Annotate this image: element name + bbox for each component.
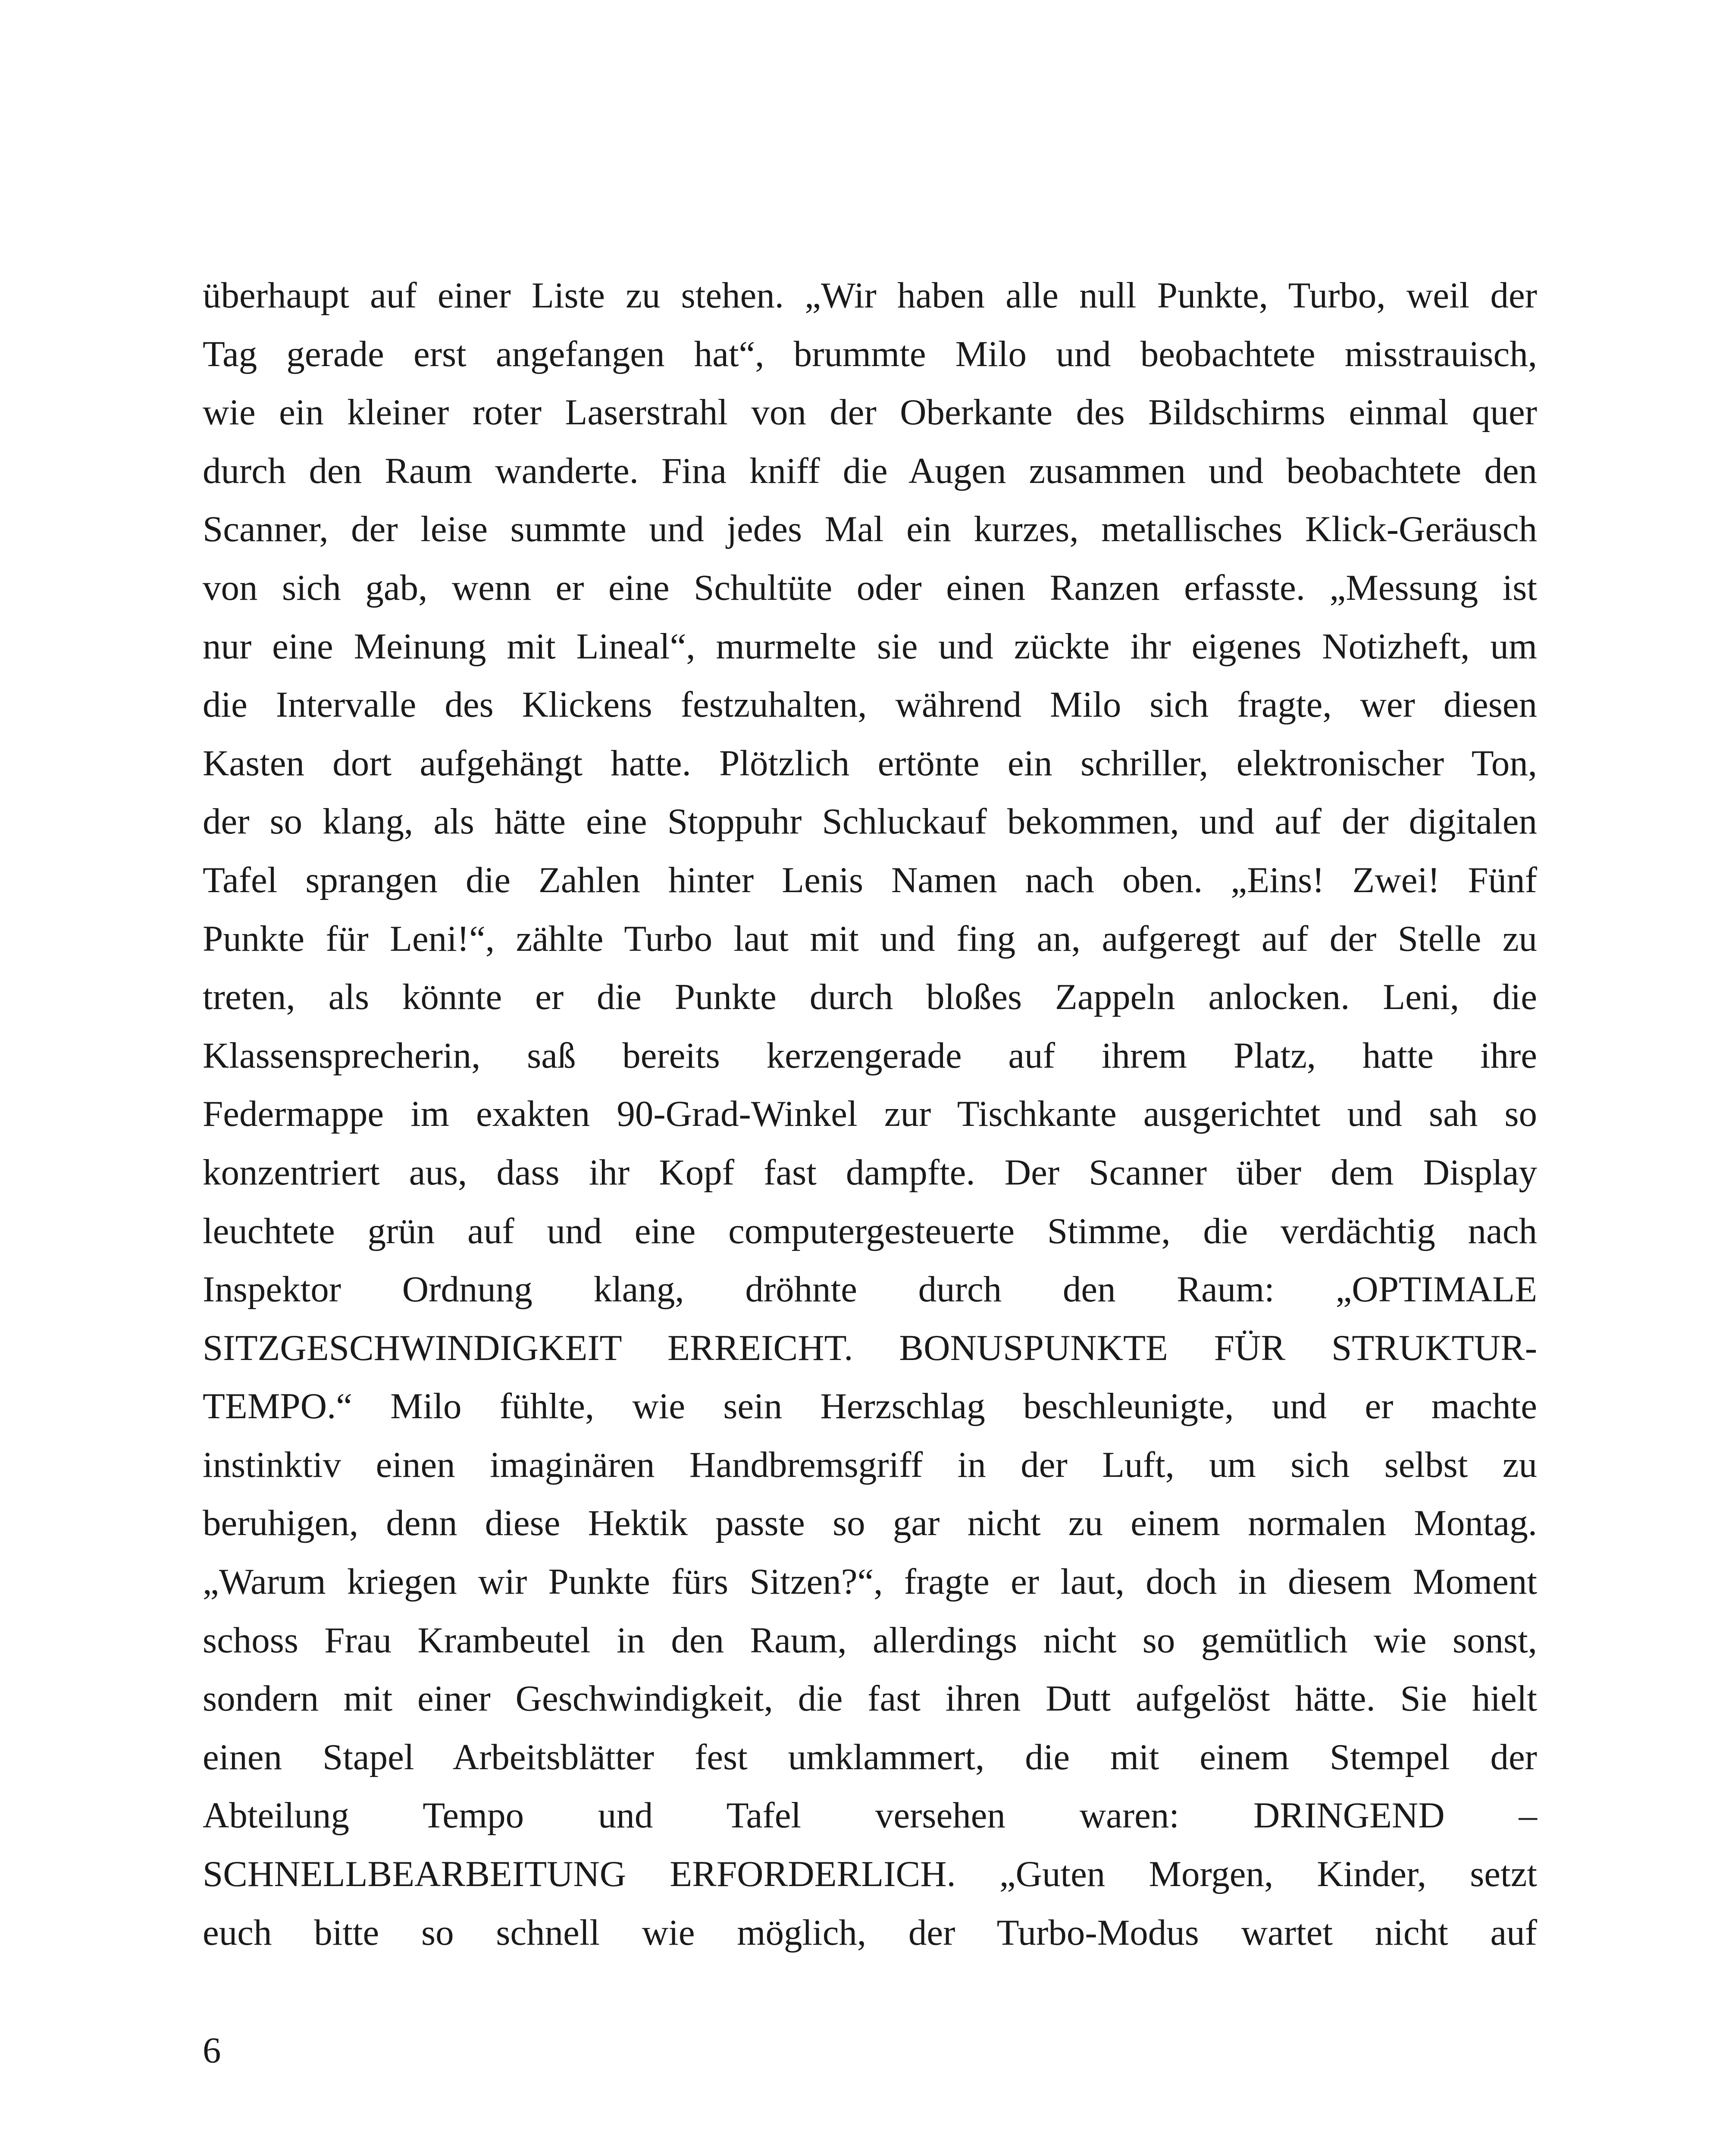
text-line: nur eine Meinung mit Lineal“, murmelte sie und zückte ihr eigenes Notizheft, um (203, 626, 1537, 667)
text-line: SITZGESCHWINDIGKEIT ERREICHT. BONUSPUNKTE FÜR STRUKTUR- (203, 1327, 1537, 1368)
text-line: Punkte für Leni!“, zählte Turbo laut mit und fing an, aufgeregt auf der Stelle zu (203, 918, 1537, 959)
text-line: SCHNELLBEARBEITUNG ERFORDERLICH. „Guten Morgen, Kinder, setzt (203, 1854, 1537, 1895)
text-line: überhaupt auf einer Liste zu stehen. „Wir haben alle null Punkte, Turbo, weil der (203, 275, 1537, 316)
text-line: instinktiv einen imaginären Handbremsgriff in der Luft, um sich selbst zu (203, 1444, 1537, 1485)
text-line: konzentriert aus, dass ihr Kopf fast dampfte. Der Scanner über dem Display (203, 1152, 1537, 1193)
text-line: Federmappe im exakten 90-Grad-Winkel zur Tischkante ausgerichtet und sah so (203, 1094, 1537, 1134)
text-line: beruhigen, denn diese Hektik passte so gar nicht zu einem normalen Montag. (203, 1503, 1537, 1544)
text-line: euch bitte so schnell wie möglich, der Turbo-Modus wartet nicht auf (203, 1912, 1537, 1953)
text-line: Abteilung Tempo und Tafel versehen waren: DRINGEND – (203, 1795, 1537, 1836)
text-line: schoss Frau Krambeutel in den Raum, allerdings nicht so gemütlich wie sonst, (203, 1620, 1537, 1661)
text-line: Tag gerade erst angefangen hat“, brummte Milo und beobachtete misstrauisch, (203, 333, 1537, 374)
text-line: TEMPO.“ Milo fühlte, wie sein Herzschlag beschleunigte, und er machte (203, 1386, 1537, 1427)
text-line: die Intervalle des Klickens festzuhalten, während Milo sich fragte, wer diesen (203, 684, 1537, 725)
text-line: treten, als könnte er die Punkte durch bloßes Zappeln anlocken. Leni, die (203, 977, 1537, 1018)
page-number: 6 (203, 2030, 221, 2071)
text-line: einen Stapel Arbeitsblätter fest umklammert, die mit einem Stempel der (203, 1736, 1537, 1777)
body-text (203, 266, 1537, 1962)
text-line: von sich gab, wenn er eine Schultüte oder einen Ranzen erfasste. „Messung ist (203, 567, 1537, 608)
text-line: Klassensprecherin, saß bereits kerzengerade auf ihrem Platz, hatte ihre (203, 1035, 1537, 1076)
text-line: sondern mit einer Geschwindigkeit, die fast ihren Dutt aufgelöst hätte. Sie hielt (203, 1678, 1537, 1719)
text-line: der so klang, als hätte eine Stoppuhr Schluckauf bekommen, und auf der digitalen (203, 801, 1537, 842)
text-line: „Warum kriegen wir Punkte fürs Sitzen?“, fragte er laut, doch in diesem Moment (203, 1561, 1537, 1602)
text-line: Scanner, der leise summte und jedes Mal ein kurzes, metallisches Klick-Geräusch (203, 509, 1537, 550)
text-line: leuchtete grün auf und eine computergesteuerte Stimme, die verdächtig nach (203, 1210, 1537, 1251)
text-line: wie ein kleiner roter Laserstrahl von der Oberkante des Bildschirms einmal quer (203, 392, 1537, 433)
text-line: Tafel sprangen die Zahlen hinter Lenis Namen nach oben. „Eins! Zwei! Fünf (203, 859, 1537, 900)
text-line: Kasten dort aufgehängt hatte. Plötzlich ertönte ein schriller, elektronischer Ton, (203, 743, 1537, 783)
text-line: durch den Raum wanderte. Fina kniff die Augen zusammen und beobachtete den (203, 450, 1537, 491)
text-line: Inspektor Ordnung klang, dröhnte durch den Raum: „OPTIMALE (203, 1269, 1537, 1310)
